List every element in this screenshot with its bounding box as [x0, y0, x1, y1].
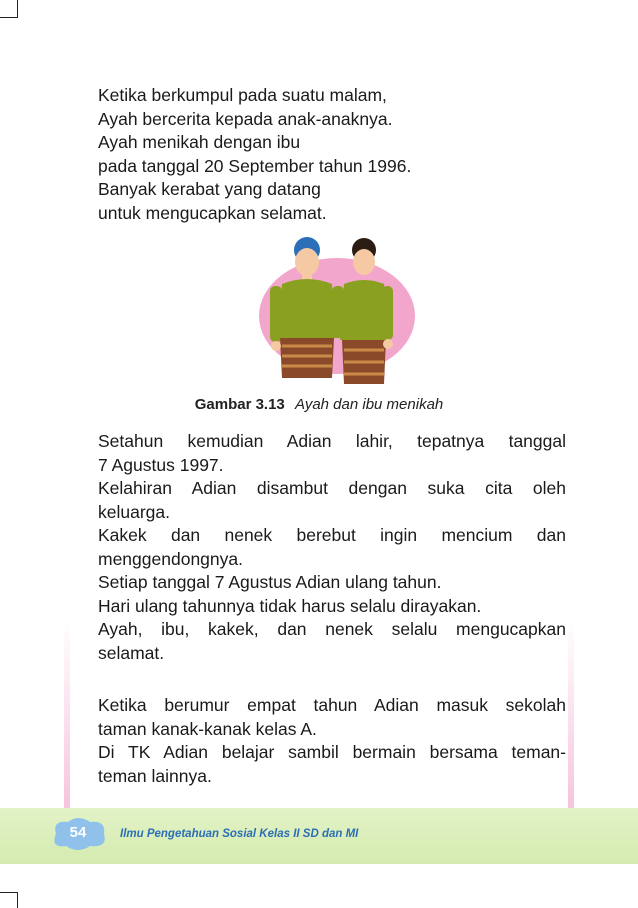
text-line: Ketika berkumpul pada suatu malam,: [98, 85, 387, 105]
text-line: Ayah, ibu, kakek, dan nenek selalu mengucapkan: [98, 619, 566, 639]
crop-mark-top-left-h: [0, 17, 18, 18]
birth-paragraph: [98, 430, 566, 665]
figure-label: Gambar 3.13: [194, 396, 285, 413]
text-line: selamat.: [98, 642, 165, 663]
wedding-couple-illustration: [252, 228, 422, 390]
text-line: taman kanak-kanak kelas A.: [98, 718, 317, 739]
text-line: Ketika berumur empat tahun Adian masuk sekolah: [98, 695, 566, 715]
figure-caption: [0, 396, 638, 413]
text-line: keluarga.: [98, 501, 170, 522]
text-line: Ayah menikah dengan ibu: [98, 132, 301, 152]
page-number: 54: [69, 824, 87, 841]
text-line: Kelahiran Adian disambut dengan suka cita oleh: [98, 478, 566, 498]
text-line: Banyak kerabat yang datang: [98, 179, 321, 199]
crop-mark-bottom-left-h: [0, 892, 18, 893]
kindergarten-paragraph: [98, 694, 566, 788]
text-line: Kakek dan nenek berebut ingin mencium dan: [98, 525, 566, 545]
intro-paragraph: [98, 84, 498, 225]
figure-caption-text: Ayah dan ibu menikah: [294, 396, 444, 413]
text-line: menggendongnya.: [98, 548, 243, 569]
crop-mark-bottom-left-v: [17, 892, 18, 908]
text-line: teman lainnya.: [98, 765, 212, 786]
text-line: pada tanggal 20 September tahun 1996.: [98, 155, 412, 176]
left-decor-stripe: [64, 620, 70, 820]
text-line: Di TK Adian belajar sambil bermain bersama teman-: [98, 742, 566, 762]
text-line: 7 Agustus 1997.: [98, 454, 224, 475]
text-line: Setahun kemudian Adian lahir, tepatnya tanggal: [98, 431, 566, 451]
text-line: Setiap tanggal 7 Agustus Adian ulang tahun.: [98, 572, 442, 592]
book-title: Ilmu Pengetahuan Sosial Kelas II SD dan MI: [120, 828, 359, 840]
right-decor-stripe: [568, 620, 574, 820]
crop-mark-top-left-v: [17, 0, 18, 18]
text-line: untuk mengucapkan selamat.: [98, 202, 327, 223]
text-line: Ayah bercerita kepada anak-anaknya.: [98, 108, 393, 129]
text-line: Hari ulang tahunnya tidak harus selalu dirayakan.: [98, 595, 482, 616]
